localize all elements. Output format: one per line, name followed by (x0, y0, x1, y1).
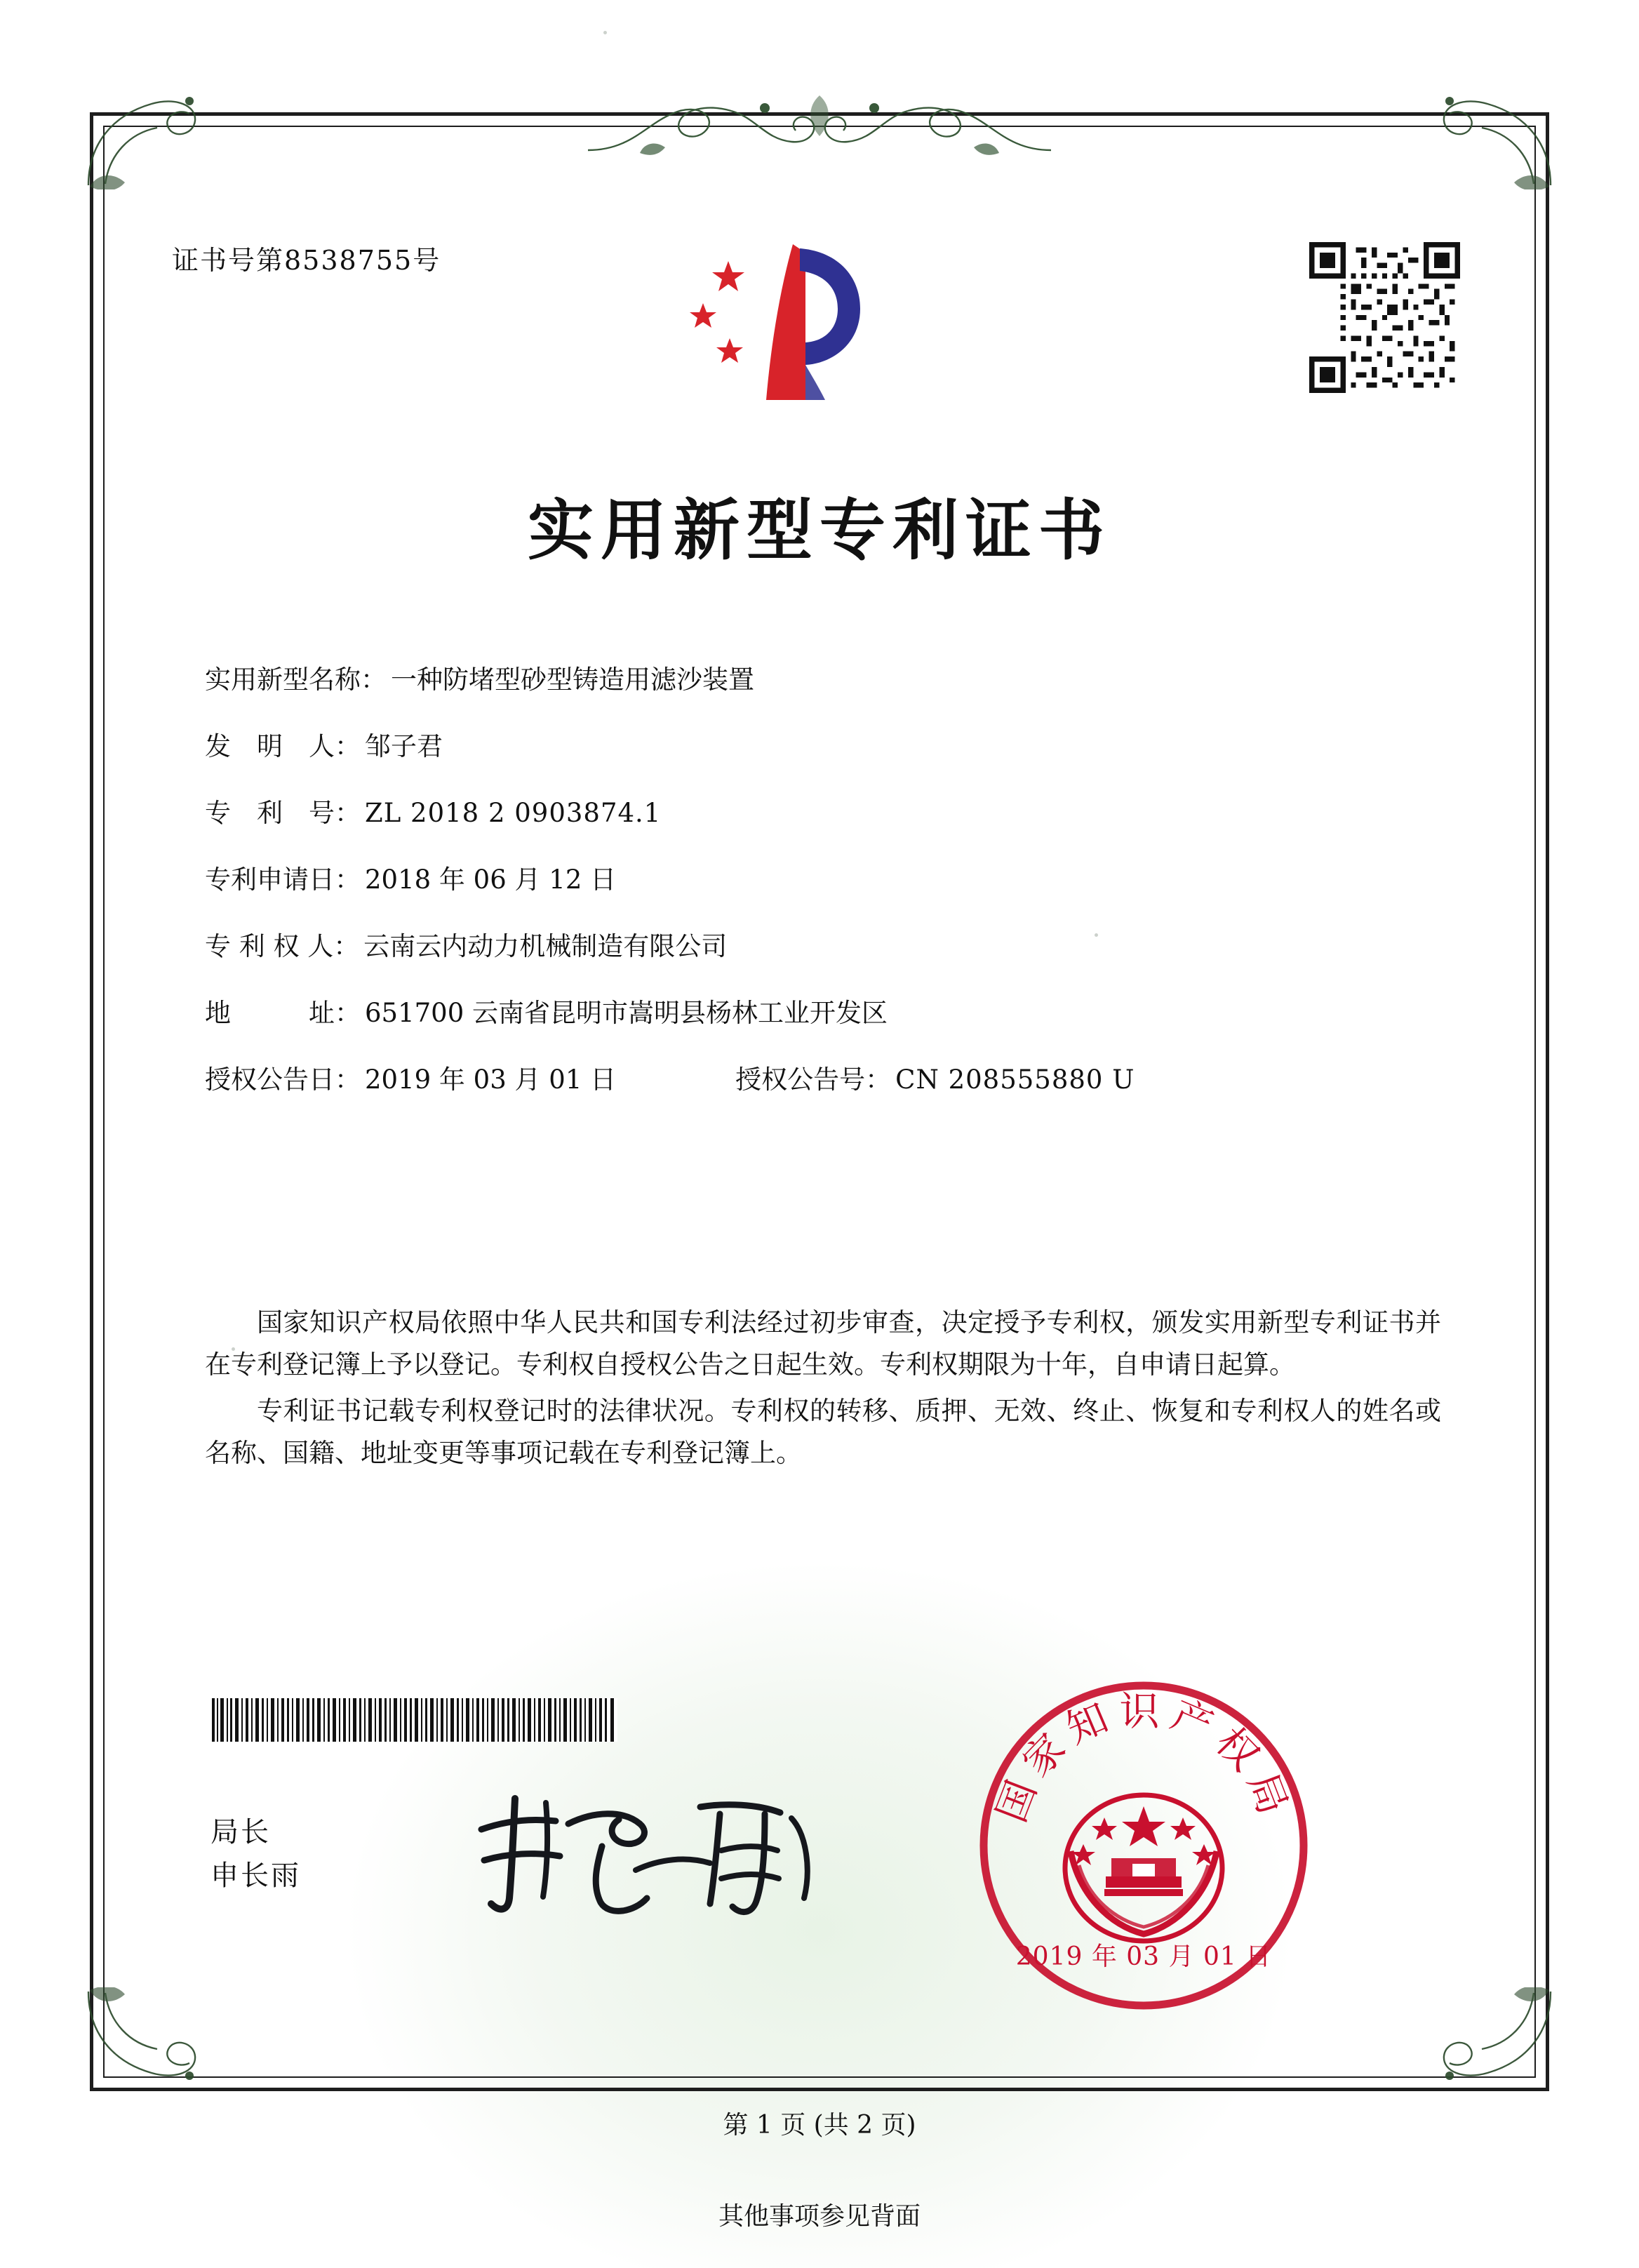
page-title: 实用新型专利证书 (527, 492, 1111, 569)
director-name-label: 申长雨 (210, 1860, 301, 1892)
field-address (205, 1000, 1440, 1026)
svg-text:国家知识产权局: 国家知识产权局 (988, 1688, 1299, 1829)
field-label: 专 利 号： (205, 798, 361, 828)
field-value: 云南云内动力机械制造有限公司 (363, 931, 728, 961)
barcode-icon (210, 1698, 617, 1742)
field-label: 专利申请日： (205, 865, 361, 895)
field-value: 651700 云南省昆明市嵩明县杨林工业开发区 (365, 998, 888, 1028)
field-label: 实用新型名称： (205, 665, 387, 695)
field-patentee (205, 933, 1440, 959)
field-label: 专 利 权 人： (205, 931, 360, 961)
scan-speck (603, 31, 607, 34)
qr-code-icon (1309, 242, 1460, 393)
back-page-note: 其他事项参见背面 (718, 2202, 921, 2231)
signature-block (210, 1810, 301, 1897)
field-value: 2018 年 06 月 12 日 (365, 865, 617, 895)
field-grant-announcement (205, 1067, 1440, 1093)
field-value: ZL 2018 2 0903874.1 (365, 798, 662, 828)
field-utility-model-name (205, 667, 1440, 693)
grant-number-label: 授权公告号： (735, 1065, 892, 1095)
field-label: 发 明 人： (205, 731, 361, 761)
legal-paragraph: 国家知识产权局依照中华人民共和国专利法经过初步审查，决定授予专利权，颁发实用新型专利证书并在专利登记簿上予以登记。专利权自授权公告之日起生效。专利权期限为十年，自申请日起算。 (205, 1307, 1441, 1380)
field-inventor (205, 733, 1440, 759)
page-indicator: 第 1 页 (共 2 页) (723, 2111, 916, 2140)
field-patent-number (205, 800, 1440, 826)
field-label: 地 址： (205, 998, 361, 1028)
field-value: 一种防堵型砂型铸造用滤沙装置 (391, 665, 754, 695)
legal-text-block (205, 1302, 1441, 1479)
field-application-date (205, 867, 1440, 893)
grant-date-label: 授权公告日： (205, 1065, 361, 1095)
cnipa-emblem-icon (688, 239, 919, 421)
field-value: 邹子君 (365, 731, 443, 761)
certificate-fields (205, 667, 1440, 1133)
handwritten-signature-icon (463, 1786, 828, 1919)
grant-number-value: CN 208555880 U (895, 1065, 1135, 1095)
legal-paragraph: 专利证书记载专利权登记时的法律状况。专利权的转移、质押、无效、终止、恢复和专利权人的姓名或名称、国籍、地址变更等事项记载在专利登记簿上。 (205, 1395, 1441, 1468)
seal-date: 2019 年 03 月 01 日 (1015, 1942, 1272, 1971)
certificate-number: 证书号第8538755号 (172, 245, 441, 276)
director-title-label: 局长 (210, 1816, 271, 1848)
grant-date-value: 2019 年 03 月 01 日 (365, 1065, 617, 1095)
